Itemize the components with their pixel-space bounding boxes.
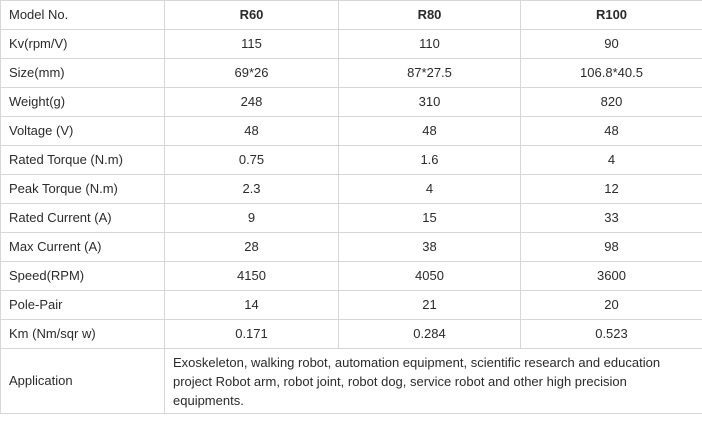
cell-value: 110 xyxy=(339,30,521,59)
cell-value: 90 xyxy=(521,30,702,59)
cell-value: 48 xyxy=(521,117,702,146)
cell-value: 14 xyxy=(165,291,339,320)
cell-value: 15 xyxy=(339,204,521,233)
cell-value: 48 xyxy=(339,117,521,146)
row-peak-torque xyxy=(1,175,702,204)
cell-value: 87*27.5 xyxy=(339,59,521,88)
cell-value: 98 xyxy=(521,233,702,262)
row-weight xyxy=(1,88,702,117)
row-label: Peak Torque (N.m) xyxy=(1,175,165,204)
cell-value: 4150 xyxy=(165,262,339,291)
cell-value: 69*26 xyxy=(165,59,339,88)
cell-value: 12 xyxy=(521,175,702,204)
header-label: Model No. xyxy=(1,1,165,30)
row-label: Max Current (A) xyxy=(1,233,165,262)
row-application xyxy=(1,349,702,414)
row-label: Kv(rpm/V) xyxy=(1,30,165,59)
cell-value: 20 xyxy=(521,291,702,320)
cell-value: 310 xyxy=(339,88,521,117)
cell-value: 0.171 xyxy=(165,320,339,349)
row-label: Application xyxy=(1,349,165,414)
cell-value: 0.523 xyxy=(521,320,702,349)
cell-value: 0.284 xyxy=(339,320,521,349)
cell-value: 248 xyxy=(165,88,339,117)
cell-value: 106.8*40.5 xyxy=(521,59,702,88)
row-voltage xyxy=(1,117,702,146)
cell-value: 48 xyxy=(165,117,339,146)
model-name-r60: R60 xyxy=(165,1,339,30)
model-name-r80: R80 xyxy=(339,1,521,30)
cell-value: 820 xyxy=(521,88,702,117)
row-label: Km (Nm/sqr w) xyxy=(1,320,165,349)
cell-value: 9 xyxy=(165,204,339,233)
row-label: Rated Current (A) xyxy=(1,204,165,233)
row-label: Rated Torque (N.m) xyxy=(1,146,165,175)
cell-value: 4 xyxy=(339,175,521,204)
cell-value: 4050 xyxy=(339,262,521,291)
row-pole-pair xyxy=(1,291,702,320)
cell-value: 2.3 xyxy=(165,175,339,204)
cell-value: 38 xyxy=(339,233,521,262)
row-kv xyxy=(1,30,702,59)
model-name-r100: R100 xyxy=(521,1,702,30)
row-km xyxy=(1,320,702,349)
cell-value: 0.75 xyxy=(165,146,339,175)
cell-value: 1.6 xyxy=(339,146,521,175)
row-label: Voltage (V) xyxy=(1,117,165,146)
row-max-current xyxy=(1,233,702,262)
row-label: Weight(g) xyxy=(1,88,165,117)
row-rated-torque xyxy=(1,146,702,175)
row-label: Size(mm) xyxy=(1,59,165,88)
row-label: Speed(RPM) xyxy=(1,262,165,291)
row-label: Pole-Pair xyxy=(1,291,165,320)
row-size xyxy=(1,59,702,88)
cell-value: 3600 xyxy=(521,262,702,291)
application-text: Exoskeleton, walking robot, automation equipment, scientific research and education project Robot arm, robot joint, robot dog, service robot and other high precision equipments. xyxy=(165,349,702,414)
row-rated-current xyxy=(1,204,702,233)
cell-value: 28 xyxy=(165,233,339,262)
cell-value: 33 xyxy=(521,204,702,233)
cell-value: 4 xyxy=(521,146,702,175)
cell-value: 21 xyxy=(339,291,521,320)
header-row xyxy=(1,1,702,30)
cell-value: 115 xyxy=(165,30,339,59)
row-speed xyxy=(1,262,702,291)
